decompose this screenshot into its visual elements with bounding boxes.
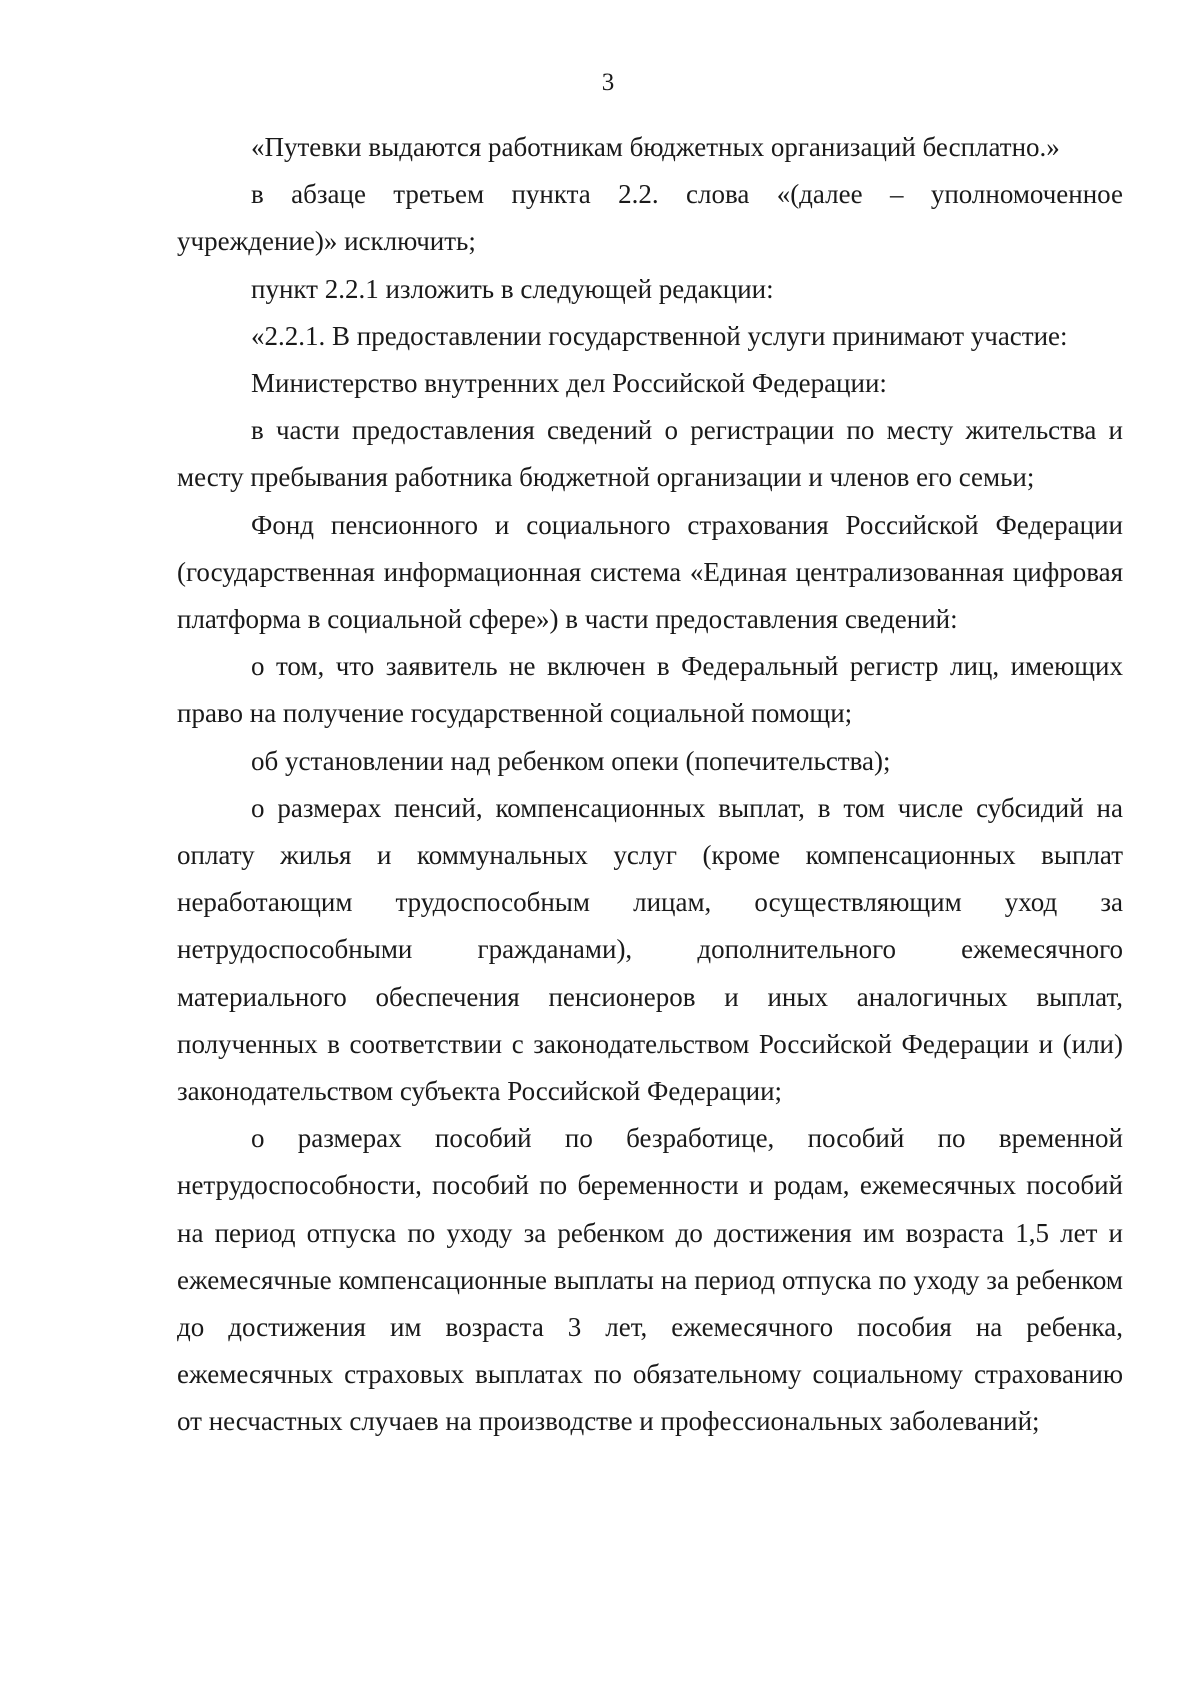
paragraph-registration-info: в части предоставления сведений о регистрации по месту жительства и месту пребывания работника бюджетной организации и членов его семьи; bbox=[177, 415, 1123, 493]
paragraph-clause-2-2-amendment: в абзаце третьем пункта 2.2. слова «(далее – уполномоченное учреждение)» исключить; bbox=[177, 179, 1123, 257]
paragraph-clause-2-2-1-intro: пункт 2.2.1 изложить в следующей редакции: bbox=[251, 273, 774, 304]
paragraph-vouchers-free: «Путевки выдаются работникам бюджетных организаций бесплатно.» bbox=[251, 132, 1060, 162]
page-number: 3 bbox=[601, 69, 615, 96]
paragraph-clause-2-2-1-text: «2.2.1. В предоставлении государственной услуги принимают участие: bbox=[251, 320, 1068, 351]
paragraph-pension-fund: Фонд пенсионного и социального страхования Российской Федерации (государственная информационная система «Единая централизованная цифровая платформа в социальной сфере») в части предоставления сведений: bbox=[177, 509, 1123, 635]
paragraph-benefit-amounts: о размерах пособий по безработице, пособий по временной нетрудоспособности, пособий по беременности и родам, ежемесячных пособий на период отпуска по уходу за ребенком до достижения им возраста 1,5 лет и ежемесячные компенсационные выплаты на период отпуска по уходу за ребенком до достижения им возраста 3 лет, ежемесячного пособия на ребенка, ежемесячных страховых выплатах по обязательному социальному страхованию от несчастных случаев на производстве и профессиональных заболеваний; bbox=[177, 1123, 1123, 1437]
paragraph-ministry-interior: Министерство внутренних дел Российской Федерации: bbox=[251, 368, 887, 399]
paragraph-guardianship: об установлении над ребенком опеки (попечительства); bbox=[251, 745, 891, 776]
document-body bbox=[177, 124, 1123, 1446]
paragraph-federal-register: о том, что заявитель не включен в Федеральный регистр лиц, имеющих право на получение государственной социальной помощи; bbox=[177, 651, 1123, 729]
paragraph-pension-amounts: о размерах пенсий, компенсационных выплат, в том числе субсидий на оплату жилья и коммунальных услуг (кроме компенсационных выплат неработающим трудоспособным лицам, осуществляющим уход за нетрудоспособными гражданами), дополнительного ежемесячного материального обеспечения пенсионеров и иных аналогичных выплат, полученных в соответствии с законодательством Российской Федерации и (или) законодательством субъекта Российской Федерации; bbox=[177, 792, 1123, 1107]
